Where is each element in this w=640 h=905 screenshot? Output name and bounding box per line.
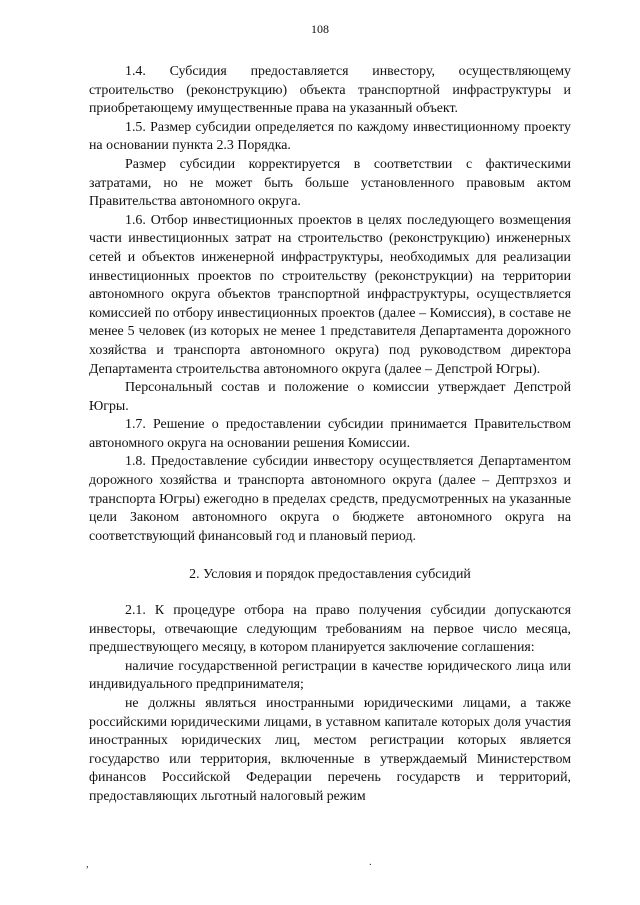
paragraph-1-5: 1.5. Размер субсидии определяется по каждому инвестиционному проекту на основании пункта 2.3 Порядка. <box>89 119 571 154</box>
document-body <box>89 63 571 807</box>
paragraph-1-6: 1.6. Отбор инвестиционных проектов в целях последующего возмещения части инвестиционных затрат на строительство (реконструкцию) инженерных сетей и объектов инженерной инфраструктуры, необходимых для реализации инвестиционных проектов по строительству (реконструкции) на территории автономного округа объектов транспортной инфраструктуры, осуществляется комиссией по отбору инвестиционных проектов (далее – Комиссия), в составе не менее 5 человек (из которых не менее 1 представителя Департамента дорожного хозяйства и транспорта автономного округа) под руководством директора Департамента строительства автономного округа (далее – Депстрой Югры). <box>89 212 571 377</box>
paragraph-1-6-commission-composition: Персональный состав и положение о комиссии утверждает Депстрой Югры. <box>89 380 571 414</box>
section-2-heading: 2. Условия и порядок предоставления субсидий <box>189 567 471 583</box>
scan-artifact-mark: . <box>369 856 372 868</box>
scan-artifact-mark: , <box>86 858 89 870</box>
paragraph-1-4: 1.4. Субсидия предоставляется инвестору, осуществляющему строительство (реконструкцию) объекта транспортной инфраструктуры и приобретающему имущественные права на указанный объект. <box>89 64 571 117</box>
paragraph-2-1: 2.1. К процедуре отбора на право получения субсидии допускаются инвесторы, отвечающие следующим требованиям на первое число месяца, предшествующего месяцу, в котором планируется заключение соглашения: <box>89 603 571 656</box>
paragraph-2-1-foreign-entities: не должны являться иностранными юридическими лицами, а также российскими юридическими лицами, в уставном капитале которых доля участия иностранных юридических лиц, местом регистрации которых является государство или территория, включенные в утверждаемый Министерством финансов Российской Федерации перечень государств и территорий, предоставляющих льготный налоговый режим <box>89 696 571 804</box>
paragraph-1-5-subsidy-adjustment: Размер субсидии корректируется в соответствии с фактическими затратами, но не может быть больше установленного правовым актом Правительства автономного округа. <box>89 156 571 210</box>
paragraph-1-8: 1.8. Предоставление субсидии инвестору осуществляется Департаментом дорожного хозяйства и транспорта автономного округа (далее – Дептрзхоз и транспорта Югры) ежегодно в пределах средств, предусмотренных на указанные цели Законом автономного округа о бюджете автономного округа на соответствующий финансовый год и плановый период. <box>89 454 571 544</box>
paragraph-2-1-registration: наличие государственной регистрации в качестве юридического лица или индивидуального предпринимателя; <box>89 658 571 693</box>
page-number: 108 <box>311 22 329 36</box>
paragraph-1-7: 1.7. Решение о предоставлении субсидии принимается Правительством автономного округа на основании решения Комиссии. <box>89 417 571 451</box>
